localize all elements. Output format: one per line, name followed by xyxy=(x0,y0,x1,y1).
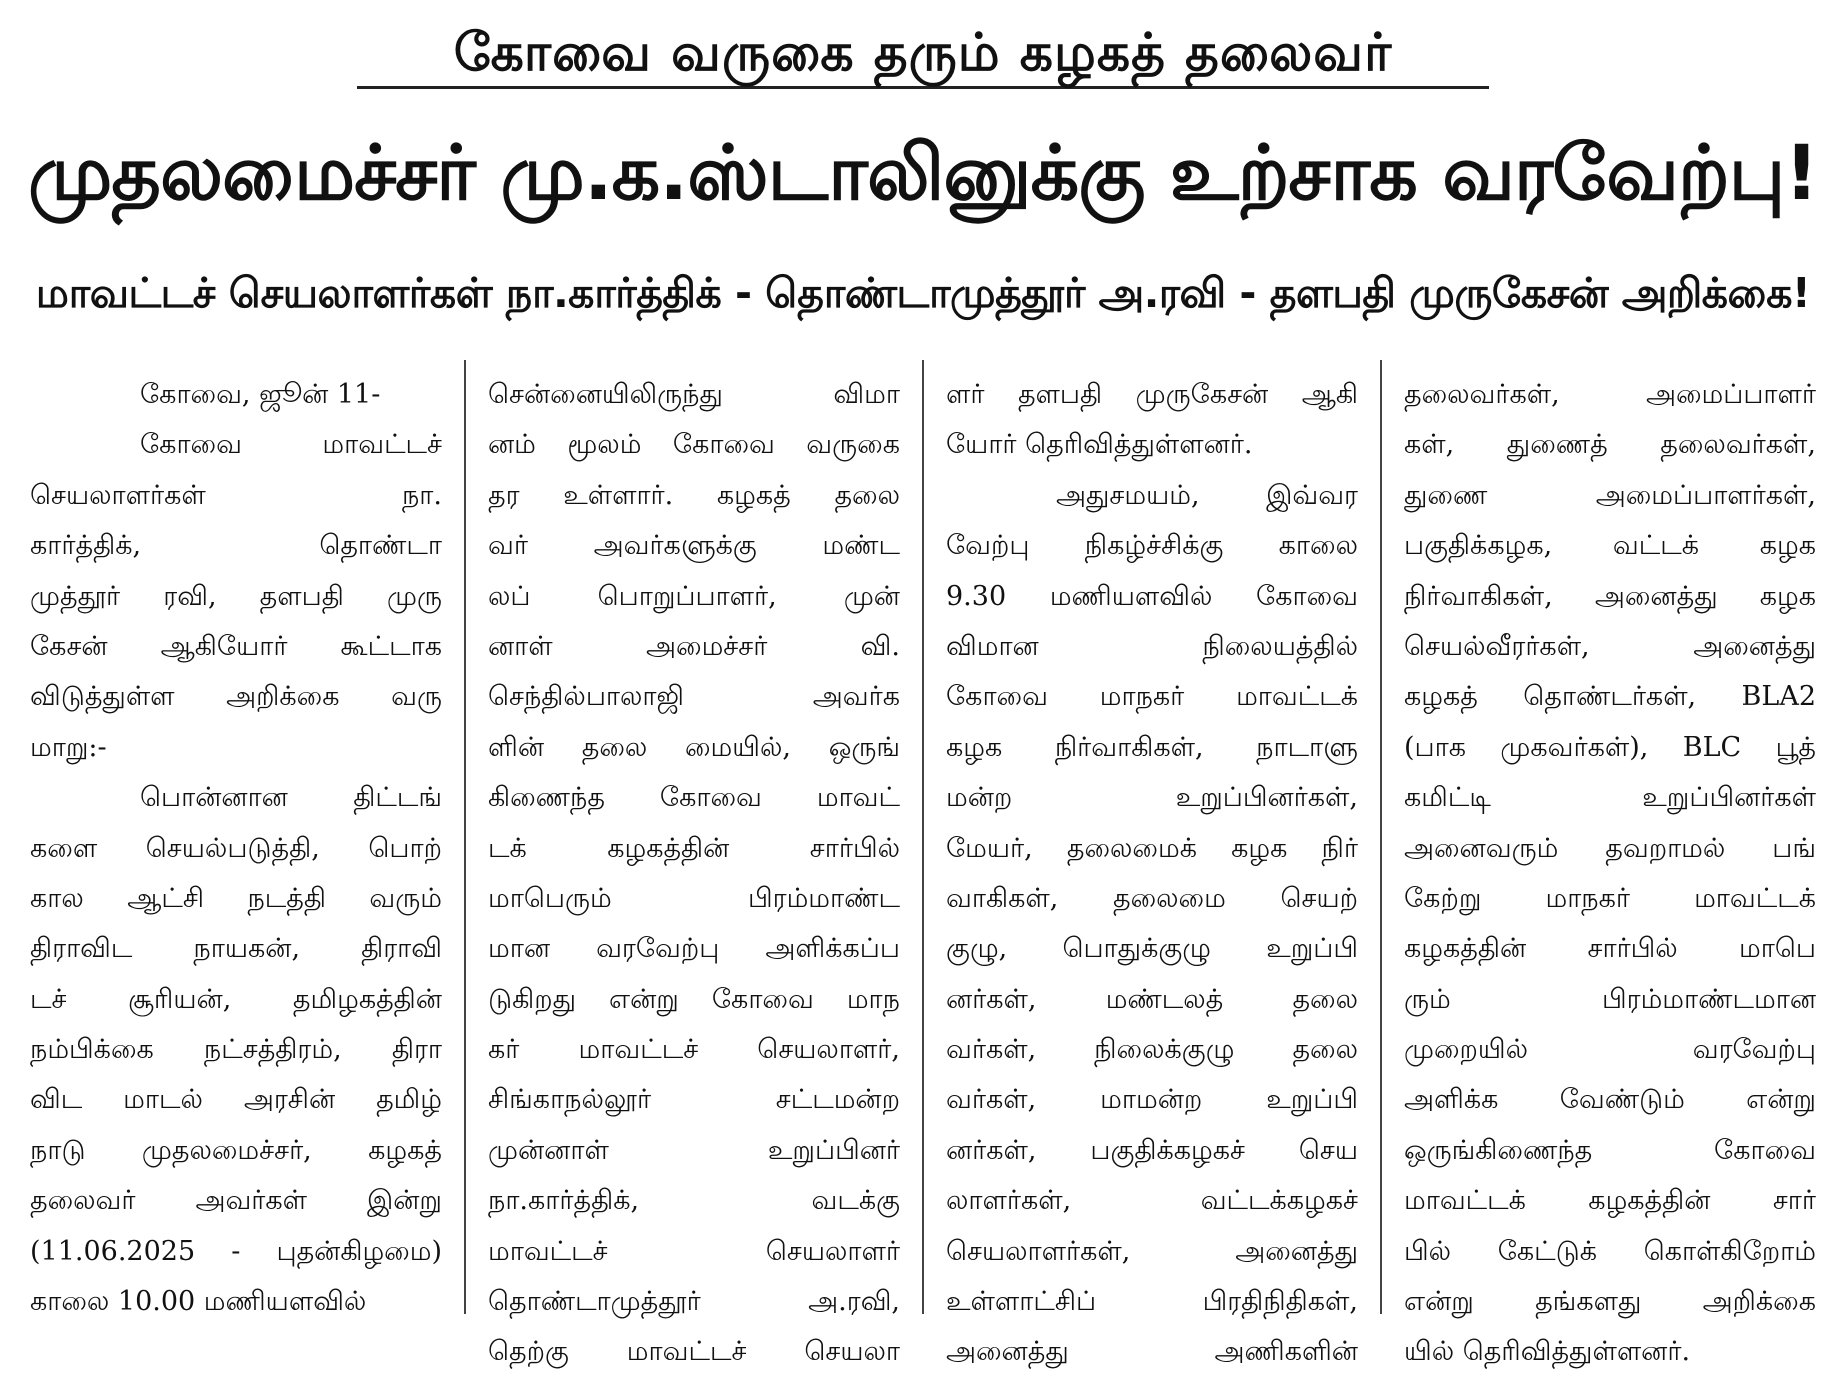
article-line: விடுத்துள்ள அறிக்கை வரு xyxy=(30,681,442,713)
article-column-1 xyxy=(8,360,466,1318)
article-line: முன்னாள் உறுப்பினர் xyxy=(488,1134,900,1166)
article-line: கால ஆட்சி நடத்தி வரும் xyxy=(30,882,442,914)
article-line: துணை அமைப்பாளர்கள், xyxy=(1404,479,1816,511)
article-line: மேயர், தலைமைக் கழக நிர் xyxy=(946,832,1358,864)
article-line: கிணைந்த கோவை மாவட் xyxy=(488,782,900,814)
article-line: செந்தில்பாலாஜி அவர்க xyxy=(488,681,900,713)
article-line: வர்கள், நிலைக்குழு தலை xyxy=(946,1034,1358,1066)
article-line: னர்கள், பகுதிக்கழகச் செய xyxy=(946,1134,1358,1166)
article-line: காலை 10.00 மணியளவில் xyxy=(30,1286,367,1318)
article-line: தர உள்ளார். கழகத் தலை xyxy=(488,479,900,511)
article-line: உள்ளாட்சிப் பிரதிநிதிகள், xyxy=(946,1286,1358,1318)
article-line: ரும் பிரம்மாண்டமான xyxy=(1404,983,1816,1015)
article-line: சிங்காநல்லூர் சட்டமன்ற xyxy=(488,1084,900,1116)
article-line: நம்பிக்கை நட்சத்திரம், திரா xyxy=(30,1034,442,1066)
article-line: மாறு:- xyxy=(30,731,107,763)
article-line: (11.06.2025 - புதன்கிழமை) xyxy=(30,1235,442,1267)
main-headline: முதலமைச்சர் மு.க.ஸ்டாலினுக்கு உற்சாக வரவேற்பு! xyxy=(28,128,1818,217)
article-line: குழு, பொதுக்குழு உறுப்பி xyxy=(946,933,1358,965)
article-line: வேற்பு நிகழ்ச்சிக்கு காலை xyxy=(946,530,1358,562)
article-line: செயலாளர்கள் நா. xyxy=(30,479,442,511)
article-line: யோர் தெரிவித்துள்ளனர். xyxy=(946,429,1253,461)
article-line: னாள் அமைச்சர் வி. xyxy=(488,630,900,662)
article-line: கோவை மாவட்டச் xyxy=(140,429,442,461)
article-line: கேற்று மாநகர் மாவட்டக் xyxy=(1404,882,1816,914)
article-line: ளின் தலை மையில், ஒருங் xyxy=(488,731,900,763)
article-column-3 xyxy=(924,360,1382,1368)
article-line: கர் மாவட்டச் செயலாளர், xyxy=(488,1034,900,1066)
article-line: னர்கள், மண்டலத் தலை xyxy=(946,983,1358,1015)
article-line: நிர்வாகிகள், அனைத்து கழக xyxy=(1404,580,1816,612)
article-line: செயலாளர்கள், அனைத்து xyxy=(946,1235,1358,1267)
article-line: சென்னையிலிருந்து விமா xyxy=(488,379,900,410)
article-line: என்று தங்களது அறிக்கை xyxy=(1404,1286,1816,1318)
article-line: அனைவரும் தவறாமல் பங் xyxy=(1404,832,1816,864)
article-line: கேசன் ஆகியோர் கூட்டாக xyxy=(30,630,442,662)
kicker-headline: கோவை வருகை தரும் கழகத் தலைவர் xyxy=(453,23,1393,83)
article-line: பொன்னான திட்டங் xyxy=(140,782,442,814)
article-line: லாளர்கள், வட்டக்கழகச் xyxy=(946,1185,1358,1217)
article-line: மாவட்டச் செயலாளர் xyxy=(488,1235,900,1267)
article-line: கள், துணைத் தலைவர்கள், xyxy=(1404,429,1816,461)
article-line: கோவை மாநகர் மாவட்டக் xyxy=(946,681,1358,713)
article-line: ஒருங்கிணைந்த கோவை xyxy=(1404,1134,1816,1166)
article-line: தெற்கு மாவட்டச் செயலா xyxy=(488,1336,900,1368)
article-line: மன்ற உறுப்பினர்கள், xyxy=(946,782,1358,814)
article-line: முத்தூர் ரவி, தளபதி முரு xyxy=(30,580,442,612)
article-line: லப் பொறுப்பாளர், முன் xyxy=(488,580,900,612)
article-line: வர் அவர்களுக்கு மண்ட xyxy=(488,530,900,562)
article-line: அதுசமயம், இவ்வர xyxy=(1056,479,1358,511)
article-line: விமான நிலையத்தில் xyxy=(946,630,1358,662)
article-line: மான வரவேற்பு அளிக்கப்ப xyxy=(488,933,900,965)
article-line: மாவட்டக் கழகத்தின் சார் xyxy=(1404,1185,1816,1217)
sub-headline: மாவட்டச் செயலாளர்கள் நா.கார்த்திக் - தொண்டாமுத்தூர் அ.ரவி - தளபதி முருகேசன் அறிக்கை! xyxy=(35,269,1811,317)
article-line: முறையில் வரவேற்பு xyxy=(1404,1034,1816,1066)
article-line: அனைத்து அணிகளின் xyxy=(946,1336,1358,1368)
article-line: தலைவர் அவர்கள் இன்று xyxy=(30,1185,442,1217)
article-line: கோவை, ஜூன் 11- xyxy=(140,379,381,410)
article-line: அளிக்க வேண்டும் என்று xyxy=(1404,1084,1816,1116)
article-line: (பாக முகவர்கள்), BLC பூத் xyxy=(1404,731,1816,763)
article-line: யில் தெரிவித்துள்ளனர். xyxy=(1404,1336,1691,1368)
article-line: கழகத் தொண்டர்கள், BLA2 xyxy=(1404,681,1816,713)
article-line: கழகத்தின் சார்பில் மாபெ xyxy=(1404,933,1816,965)
article-column-2 xyxy=(466,360,924,1368)
article-line: 9.30 மணியளவில் கோவை xyxy=(946,580,1358,612)
article-line: டுகிறது என்று கோவை மாந xyxy=(488,983,900,1015)
article-line: திராவிட நாயகன், திராவி xyxy=(30,933,442,965)
article-line: னம் மூலம் கோவை வருகை xyxy=(488,429,900,461)
article-column-4 xyxy=(1382,360,1838,1368)
article-line: பில் கேட்டுக் கொள்கிறோம் xyxy=(1404,1235,1816,1267)
article-line: கழக நிர்வாகிகள், நாடாளு xyxy=(946,731,1358,763)
article-line: நாடு முதலமைச்சர், கழகத் xyxy=(30,1134,442,1166)
article-line: தொண்டாமுத்தூர் அ.ரவி, xyxy=(488,1286,900,1318)
article-line: டச் சூரியன், தமிழகத்தின் xyxy=(30,983,442,1015)
article-line: விட மாடல் அரசின் தமிழ் xyxy=(30,1084,442,1116)
article-line: டக் கழகத்தின் சார்பில் xyxy=(488,832,900,864)
article-line: செயல்வீரர்கள், அனைத்து xyxy=(1404,630,1816,662)
article-line: கமிட்டி உறுப்பினர்கள் xyxy=(1404,782,1816,814)
article-line: தலைவர்கள், அமைப்பாளர் xyxy=(1404,379,1816,410)
article-line: மாபெரும் பிரம்மாண்ட xyxy=(488,882,900,914)
article-body xyxy=(0,360,1846,1368)
article-line: பகுதிக்கழக, வட்டக் கழக xyxy=(1404,530,1816,562)
article-line: வர்கள், மாமன்ற உறுப்பி xyxy=(946,1084,1358,1116)
article-line: வாகிகள், தலைமை செயற் xyxy=(946,882,1358,914)
article-line: நா.கார்த்திக், வடக்கு xyxy=(488,1185,900,1217)
article-line: ளர் தளபதி முருகேசன் ஆகி xyxy=(946,379,1358,410)
article-line: கார்த்திக், தொண்டா xyxy=(30,530,442,562)
article-line: களை செயல்படுத்தி, பொற் xyxy=(30,832,442,864)
